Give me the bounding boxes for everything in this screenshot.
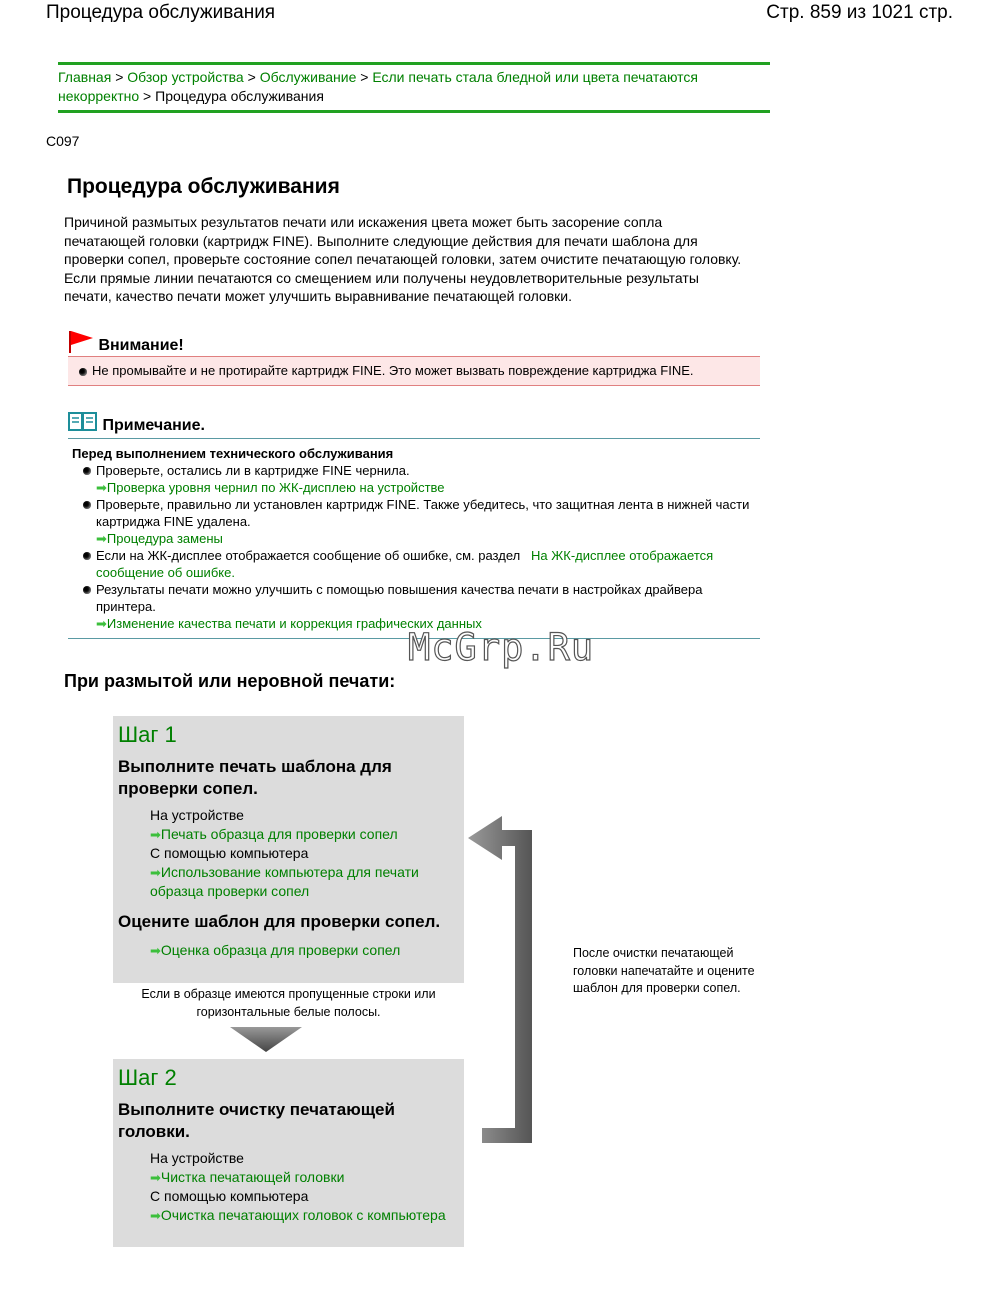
breadcrumb-link-maintenance[interactable]: Обслуживание bbox=[259, 69, 357, 85]
step-1-box bbox=[113, 716, 464, 983]
link-change-print-quality[interactable]: Изменение качества печати и коррекция графических данных bbox=[106, 616, 482, 631]
caution-box bbox=[68, 356, 760, 386]
step-2-box bbox=[113, 1059, 464, 1247]
breadcrumb-separator: > bbox=[143, 88, 152, 104]
breadcrumb-separator: > bbox=[115, 69, 124, 85]
page-title: Процедура обслуживания bbox=[67, 175, 340, 198]
step-2-label: Шаг 2 bbox=[118, 1065, 177, 1090]
section-title: При размытой или неровной печати: bbox=[64, 671, 396, 691]
step-2-device-label: На устройстве bbox=[150, 1150, 244, 1166]
step-1-label: Шаг 1 bbox=[118, 722, 177, 747]
breadcrumb-link-home[interactable]: Главная bbox=[58, 69, 112, 85]
arrow-icon: ➡ bbox=[150, 826, 161, 842]
breadcrumb-separator: > bbox=[247, 69, 256, 85]
breadcrumb-link-overview[interactable]: Обзор устройства bbox=[127, 69, 244, 85]
book-icon bbox=[68, 411, 98, 433]
caution-item: Не промывайте и не протирайте картридж FINE. Это может вызвать повреждение картриджа FINE. bbox=[68, 363, 760, 378]
link-nozzle-check-pc[interactable]: Использование компьютера для печати образца проверки сопел bbox=[150, 863, 419, 899]
note-body bbox=[72, 445, 752, 632]
note-divider-top bbox=[68, 438, 760, 439]
link-ink-level-check[interactable]: Проверка уровня чернил по ЖК-дисплею на устройстве bbox=[106, 480, 445, 495]
arrow-icon: ➡ bbox=[96, 531, 107, 546]
page-number: Стр. 859 из 1021 стр. bbox=[766, 2, 953, 23]
link-evaluate-nozzle-check[interactable]: Оценка образца для проверки сопел bbox=[160, 941, 401, 958]
note-header bbox=[68, 411, 760, 435]
loop-back-arrow-icon bbox=[466, 816, 536, 1146]
step-2-heading: Выполните очистку печатающей головки. bbox=[118, 1100, 395, 1141]
intro-paragraph: Причиной размытых результатов печати или искажения цвета может быть засорение сопла печатающей головки (картридж FINE). Выполните следующие действия для печати шаблона для проверки сопел, проверьте состояние сопел печатающей головки, затем очистите печатающую головку. bbox=[64, 214, 742, 267]
link-replace-procedure[interactable]: Процедура замены bbox=[106, 531, 223, 546]
caution-header bbox=[68, 330, 760, 355]
arrow-icon: ➡ bbox=[150, 1169, 161, 1185]
red-flag-icon bbox=[68, 330, 94, 354]
intro-text bbox=[64, 213, 744, 306]
note-heading: Примечание. bbox=[102, 417, 205, 434]
breadcrumb-current: Процедура обслуживания bbox=[155, 88, 324, 104]
link-nozzle-check-device[interactable]: Печать образца для проверки сопел bbox=[160, 825, 398, 842]
breadcrumb bbox=[58, 62, 770, 113]
watermark: McGrp.Ru bbox=[408, 626, 595, 669]
step-1-pc-label: С помощью компьютера bbox=[150, 845, 309, 861]
note-item-text: Если на ЖК-дисплее отображается сообщение об ошибке, см. раздел bbox=[96, 548, 521, 563]
step-1-heading: Выполните печать шаблона для проверки сопел. bbox=[118, 757, 392, 798]
caution-heading: Внимание! bbox=[98, 337, 184, 354]
arrow-icon: ➡ bbox=[96, 480, 107, 495]
arrow-icon: ➡ bbox=[150, 1207, 161, 1223]
arrow-icon: ➡ bbox=[150, 864, 161, 880]
arrow-icon: ➡ bbox=[96, 616, 107, 631]
condition-text: Если в образце имеются пропущенные строки или горизонтальные белые полосы. bbox=[141, 987, 436, 1019]
step-1-device-label: На устройстве bbox=[150, 807, 244, 823]
loop-description: После очистки печатающей головки напечатайте и оцените шаблон для проверки сопел. bbox=[573, 946, 755, 995]
note-subheading: Перед выполнением технического обслуживания bbox=[72, 446, 394, 461]
note-item: Результаты печати можно улучшить с помощью повышения качества печати в настройках драйвера принтера. bbox=[72, 581, 752, 615]
step-2-pc-label: С помощью компьютера bbox=[150, 1188, 309, 1204]
step-1-evaluate-heading: Оцените шаблон для проверки сопел. bbox=[118, 911, 441, 931]
link-lcd-error-message[interactable]: На ЖК-дисплее отображается сообщение об ошибке. bbox=[96, 548, 714, 580]
arrow-icon: ➡ bbox=[150, 942, 161, 958]
note-item: Проверьте, правильно ли установлен картридж FINE. Также убедитесь, что защитная лента в нижней части картриджа FINE удалена. bbox=[72, 496, 752, 530]
link-head-cleaning-device[interactable]: Чистка печатающей головки bbox=[160, 1168, 345, 1185]
breadcrumb-link-faded-print[interactable]: Если печать стала бледной или цвета печатаются некорректно bbox=[58, 69, 698, 104]
note-item: Проверьте, остались ли в картридже FINE чернила. bbox=[72, 462, 752, 479]
breadcrumb-separator: > bbox=[360, 69, 369, 85]
page-header-title: Процедура обслуживания bbox=[46, 2, 276, 23]
note-item bbox=[72, 547, 752, 581]
intro-paragraph: Если прямые линии печатаются со смещением или получены неудовлетворительные результаты печати, качество печати может улучшить выравнивание печатающей головки. bbox=[64, 269, 699, 304]
document-id: C097 bbox=[46, 133, 80, 149]
down-arrow-icon bbox=[230, 1027, 302, 1053]
link-head-cleaning-pc[interactable]: Очистка печатающих головок с компьютера bbox=[160, 1206, 446, 1223]
